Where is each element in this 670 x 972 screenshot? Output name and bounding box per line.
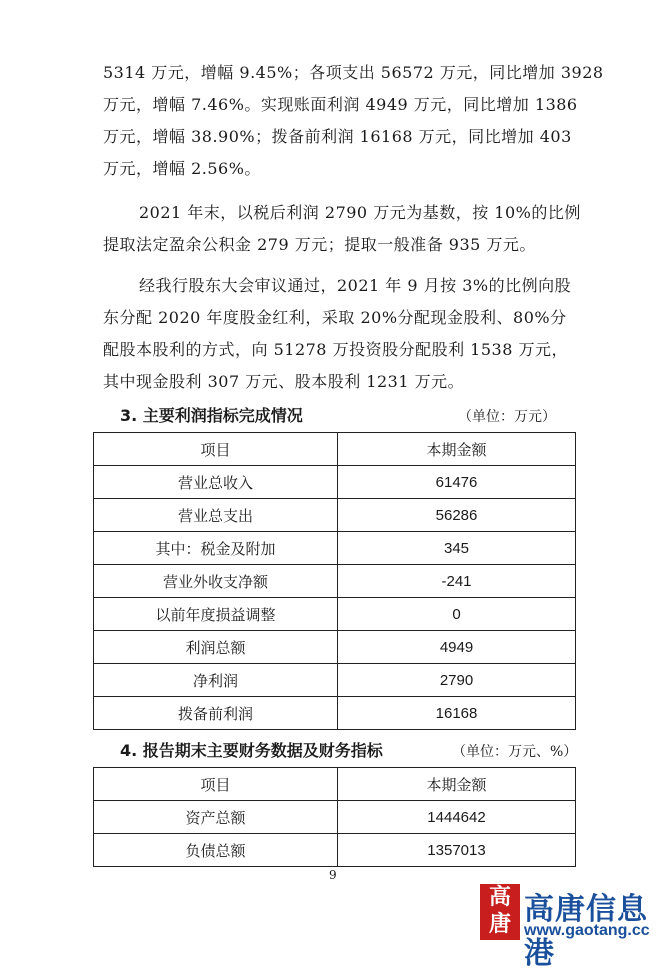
- row-label: 资产总额: [94, 801, 338, 834]
- text-line: 经我行股东大会审议通过，2021 年 9 月按 3%的比例向股: [139, 276, 572, 295]
- text-line: 万元，增幅 2.56%。: [103, 159, 261, 178]
- text-line: 万元，增幅 7.46%。实现账面利润 4949 万元，同比增加 1386: [103, 95, 578, 114]
- header-cell: 本期金额: [338, 768, 576, 801]
- row-label: 负债总额: [94, 834, 338, 867]
- row-value: 2790: [338, 664, 576, 697]
- text-line: 配股本股利的方式，向 51278 万投资股分配股利 1538 万元，: [103, 340, 568, 359]
- text-line: 其中现金股利 307 万元、股本股利 1231 万元。: [103, 372, 465, 391]
- row-value: -241: [338, 565, 576, 598]
- row-label: 以前年度损益调整: [94, 598, 338, 631]
- text-line: 提取法定盈余公积金 279 万元；提取一般准备 935 万元。: [103, 235, 536, 254]
- table-header-row: [94, 768, 576, 801]
- row-value: 16168: [338, 697, 576, 730]
- watermark-url: www.gaotang.cc: [524, 922, 650, 939]
- header-cell: 项目: [94, 768, 338, 801]
- section3-unit: （单位：万元）: [458, 409, 556, 425]
- row-value: 1444642: [338, 801, 576, 834]
- table-row: [94, 499, 576, 532]
- header-cell: 项目: [94, 433, 338, 466]
- text-line: 5314 万元，增幅 9.45%；各项支出 56572 万元，同比增加 3928: [103, 63, 604, 82]
- table-row: [94, 631, 576, 664]
- row-label: 营业外收支净额: [94, 565, 338, 598]
- table-row: [94, 801, 576, 834]
- row-value: 56286: [338, 499, 576, 532]
- row-value: 0: [338, 598, 576, 631]
- section4-unit: （单位：万元、%）: [452, 744, 578, 760]
- watermark-logo: 高唐: [480, 884, 520, 940]
- paragraph-reserve: [103, 197, 583, 261]
- financial-data-table: [93, 767, 576, 867]
- watermark-text: 高唐信息港: [524, 892, 648, 971]
- row-value: 61476: [338, 466, 576, 499]
- paragraph-dividend: [103, 270, 583, 398]
- page-number: 9: [329, 868, 337, 882]
- profit-indicators-table: [93, 432, 576, 730]
- text-line: 东分配 2020 年度股金红利，采取 20%分配现金股利、80%分: [103, 308, 567, 327]
- row-label: 营业总支出: [94, 499, 338, 532]
- table-row: [94, 664, 576, 697]
- table-row: [94, 565, 576, 598]
- row-label: 营业总收入: [94, 466, 338, 499]
- row-label: 净利润: [94, 664, 338, 697]
- table-row: [94, 598, 576, 631]
- section3-title: 3. 主要利润指标完成情况: [120, 406, 303, 425]
- text-line: 万元，增幅 38.90%；拨备前利润 16168 万元，同比增加 403: [103, 127, 572, 146]
- section4-title: 4. 报告期末主要财务数据及财务指标: [120, 741, 383, 760]
- row-value: 1357013: [338, 834, 576, 867]
- table-row: [94, 532, 576, 565]
- table-row: [94, 834, 576, 867]
- row-value: 345: [338, 532, 576, 565]
- row-label: 拨备前利润: [94, 697, 338, 730]
- row-value: 4949: [338, 631, 576, 664]
- table-row: [94, 466, 576, 499]
- row-label: 利润总额: [94, 631, 338, 664]
- header-cell: 本期金额: [338, 433, 576, 466]
- table-header-row: [94, 433, 576, 466]
- table-row: [94, 697, 576, 730]
- text-line: 2021 年末，以税后利润 2790 万元为基数，按 10%的比例: [139, 203, 581, 222]
- paragraph-income-summary: [103, 57, 604, 185]
- row-label: 其中：税金及附加: [94, 532, 338, 565]
